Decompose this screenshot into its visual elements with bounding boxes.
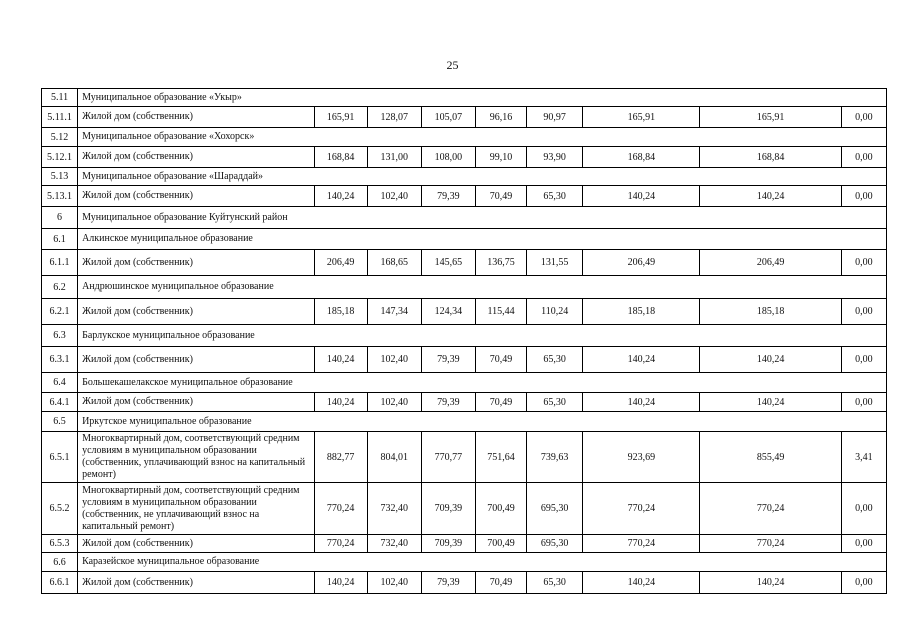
value-cell: 110,24 [527,299,583,325]
section-name: Иркутское муниципальное образование [78,412,887,432]
value-cell: 700,49 [475,483,526,535]
section-row [42,128,887,147]
row-code: 6.3 [42,325,78,347]
value-cell: 0,00 [841,107,886,128]
item-name: Жилой дом (собственник) [78,107,315,128]
value-cell: 145,65 [421,250,475,276]
item-name: Жилой дом (собственник) [78,535,315,553]
value-cell: 0,00 [841,347,886,373]
section-name: Андрюшинское муниципальное образование [78,276,887,299]
value-cell: 140,24 [700,572,841,594]
table-row [42,432,887,483]
value-cell: 770,24 [583,483,700,535]
value-cell: 804,01 [367,432,421,483]
value-cell: 102,40 [367,186,421,207]
value-cell: 140,24 [583,347,700,373]
section-name: Каразейское муниципальное образование [78,553,887,572]
row-code: 5.13.1 [42,186,78,207]
section-row [42,325,887,347]
value-cell: 185,18 [700,299,841,325]
row-code: 6.6 [42,553,78,572]
row-code: 5.12.1 [42,147,78,168]
table-row [42,347,887,373]
item-name: Многоквартирный дом, соответствующий средним условиям в муниципальном образовании (собственник, не уплачивающий взнос на капитальный ремонт) [78,483,315,535]
value-cell: 108,00 [421,147,475,168]
value-cell: 185,18 [314,299,367,325]
value-cell: 115,44 [475,299,526,325]
section-row [42,168,887,186]
row-code: 5.13 [42,168,78,186]
value-cell: 65,30 [527,186,583,207]
tariff-table [41,88,887,594]
row-code: 6.2.1 [42,299,78,325]
item-name: Жилой дом (собственник) [78,347,315,373]
item-name: Жилой дом (собственник) [78,572,315,594]
value-cell: 65,30 [527,572,583,594]
section-row [42,553,887,572]
table-row [42,483,887,535]
value-cell: 140,24 [583,186,700,207]
value-cell: 70,49 [475,347,526,373]
section-name: Муниципальное образование «Шараддай» [78,168,887,186]
row-code: 6 [42,207,78,229]
row-code: 6.1 [42,229,78,250]
row-code: 6.5.2 [42,483,78,535]
section-row [42,276,887,299]
value-cell: 70,49 [475,393,526,412]
item-name: Жилой дом (собственник) [78,393,315,412]
value-cell: 168,84 [700,147,841,168]
value-cell: 770,24 [583,535,700,553]
value-cell: 3,41 [841,432,886,483]
row-code: 5.11.1 [42,107,78,128]
table-body [42,89,887,594]
value-cell: 65,30 [527,347,583,373]
row-code: 5.12 [42,128,78,147]
value-cell: 90,97 [527,107,583,128]
item-name: Жилой дом (собственник) [78,147,315,168]
section-name: Муниципальное образование «Хохорск» [78,128,887,147]
value-cell: 0,00 [841,147,886,168]
value-cell: 165,91 [583,107,700,128]
value-cell: 102,40 [367,572,421,594]
row-code: 6.5.3 [42,535,78,553]
row-code: 6.4 [42,373,78,393]
value-cell: 709,39 [421,483,475,535]
section-name: Барлукское муниципальное образование [78,325,887,347]
value-cell: 96,16 [475,107,526,128]
row-code: 6.1.1 [42,250,78,276]
value-cell: 165,91 [314,107,367,128]
value-cell: 140,24 [314,186,367,207]
value-cell: 93,90 [527,147,583,168]
value-cell: 140,24 [700,393,841,412]
value-cell: 70,49 [475,572,526,594]
value-cell: 695,30 [527,483,583,535]
section-row [42,207,887,229]
row-code: 6.6.1 [42,572,78,594]
table-row [42,299,887,325]
item-name: Жилой дом (собственник) [78,299,315,325]
section-name: Муниципальное образование «Укыр» [78,89,887,107]
value-cell: 124,34 [421,299,475,325]
section-row [42,229,887,250]
value-cell: 739,63 [527,432,583,483]
row-code: 6.4.1 [42,393,78,412]
table-row [42,147,887,168]
row-code: 6.3.1 [42,347,78,373]
row-code: 6.5.1 [42,432,78,483]
value-cell: 131,00 [367,147,421,168]
value-cell: 79,39 [421,186,475,207]
value-cell: 65,30 [527,393,583,412]
page-number: 25 [446,58,459,72]
value-cell: 882,77 [314,432,367,483]
value-cell: 99,10 [475,147,526,168]
value-cell: 206,49 [700,250,841,276]
value-cell: 0,00 [841,250,886,276]
section-name: Большекашелакское муниципальное образование [78,373,887,393]
section-name: Алкинское муниципальное образование [78,229,887,250]
value-cell: 102,40 [367,393,421,412]
table-row [42,186,887,207]
row-code: 5.11 [42,89,78,107]
item-name: Жилой дом (собственник) [78,186,315,207]
value-cell: 206,49 [314,250,367,276]
section-row [42,89,887,107]
value-cell: 185,18 [583,299,700,325]
value-cell: 770,24 [314,483,367,535]
value-cell: 140,24 [314,347,367,373]
value-cell: 79,39 [421,347,475,373]
value-cell: 140,24 [314,393,367,412]
table-row [42,250,887,276]
value-cell: 140,24 [700,186,841,207]
value-cell: 0,00 [841,535,886,553]
value-cell: 0,00 [841,393,886,412]
value-cell: 79,39 [421,393,475,412]
value-cell: 140,24 [314,572,367,594]
value-cell: 770,24 [700,535,841,553]
value-cell: 165,91 [700,107,841,128]
item-name: Многоквартирный дом, соответствующий средним условиям в муниципальном образовании (собственник, уплачивающий взнос на капитальный ремонт) [78,432,315,483]
value-cell: 700,49 [475,535,526,553]
value-cell: 0,00 [841,572,886,594]
table-row [42,535,887,553]
value-cell: 102,40 [367,347,421,373]
row-code: 6.2 [42,276,78,299]
value-cell: 131,55 [527,250,583,276]
table-row [42,572,887,594]
row-code: 6.5 [42,412,78,432]
value-cell: 709,39 [421,535,475,553]
section-row [42,373,887,393]
value-cell: 751,64 [475,432,526,483]
section-row [42,412,887,432]
value-cell: 0,00 [841,186,886,207]
value-cell: 695,30 [527,535,583,553]
value-cell: 770,77 [421,432,475,483]
value-cell: 770,24 [700,483,841,535]
value-cell: 732,40 [367,483,421,535]
value-cell: 168,84 [314,147,367,168]
value-cell: 206,49 [583,250,700,276]
value-cell: 140,24 [700,347,841,373]
section-name: Муниципальное образование Куйтунский район [78,207,887,229]
value-cell: 168,65 [367,250,421,276]
value-cell: 79,39 [421,572,475,594]
value-cell: 128,07 [367,107,421,128]
item-name: Жилой дом (собственник) [78,250,315,276]
value-cell: 168,84 [583,147,700,168]
value-cell: 0,00 [841,299,886,325]
value-cell: 0,00 [841,483,886,535]
value-cell: 732,40 [367,535,421,553]
value-cell: 140,24 [583,572,700,594]
value-cell: 105,07 [421,107,475,128]
value-cell: 923,69 [583,432,700,483]
value-cell: 770,24 [314,535,367,553]
table-row [42,107,887,128]
value-cell: 140,24 [583,393,700,412]
value-cell: 147,34 [367,299,421,325]
value-cell: 136,75 [475,250,526,276]
table-row [42,393,887,412]
value-cell: 70,49 [475,186,526,207]
value-cell: 855,49 [700,432,841,483]
